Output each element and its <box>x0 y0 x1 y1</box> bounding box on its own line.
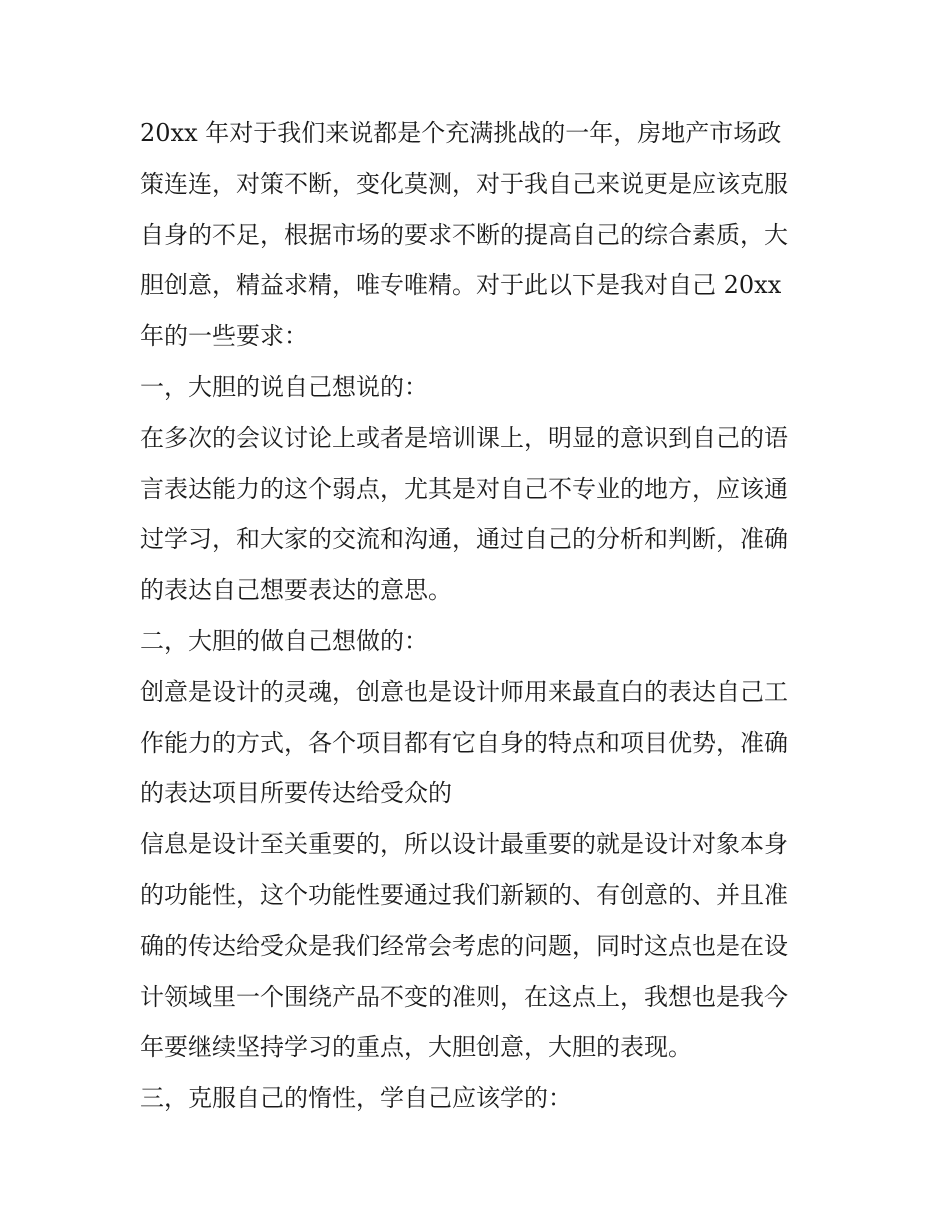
text-line: 年的一些要求： <box>140 322 308 351</box>
text-line: 创意是设计的灵魂，创意也是设计师用来最直白的表达自己工 <box>140 677 788 706</box>
text-line: 的表达自己想要表达的意思。 <box>140 576 452 605</box>
text-line: 自身的不足，根据市场的要求不断的提高自己的综合素质，大 <box>140 220 788 249</box>
text-line: 计领域里一个围绕产品不变的准则，在这点上，我想也是我今 <box>140 982 788 1011</box>
text-line: 策连连，对策不断，变化莫测，对于我自己来说更是应该克服 <box>140 169 788 198</box>
text-line: 在多次的会议讨论上或者是培训课上，明显的意识到自己的语 <box>140 423 788 452</box>
text-line: 言表达能力的这个弱点，尤其是对自己不专业的地方，应该通 <box>140 474 788 503</box>
text-line: 的功能性，这个功能性要通过我们新颖的、有创意的、并且准 <box>140 880 788 909</box>
text-line: 信息是设计至关重要的，所以设计最重要的就是设计对象本身 <box>140 830 788 859</box>
text-line: 的表达项目所要传达给受众的 <box>140 779 452 808</box>
text-line: 胆创意，精益求精，唯专唯精。对于此以下是我对自己 20xx <box>140 271 782 300</box>
text-line: 年要继续坚持学习的重点，大胆创意，大胆的表现。 <box>140 1033 692 1062</box>
text-line: 过学习，和大家的交流和沟通，通过自己的分析和判断，准确 <box>140 525 788 554</box>
document-body <box>140 108 820 1124</box>
text-line: 作能力的方式，各个项目都有它自身的特点和项目优势，准确 <box>140 728 788 757</box>
text-line: 确的传达给受众是我们经常会考虑的问题，同时这点也是在设 <box>140 931 788 960</box>
section-heading: 三，克服自己的惰性，学自己应该学的： <box>140 1084 572 1113</box>
section-heading: 一，大胆的说自己想说的： <box>140 372 428 401</box>
text-line: 20xx 年对于我们来说都是个充满挑战的一年，房地产市场政 <box>140 119 782 147</box>
section-heading: 二，大胆的做自己想做的： <box>140 626 428 655</box>
